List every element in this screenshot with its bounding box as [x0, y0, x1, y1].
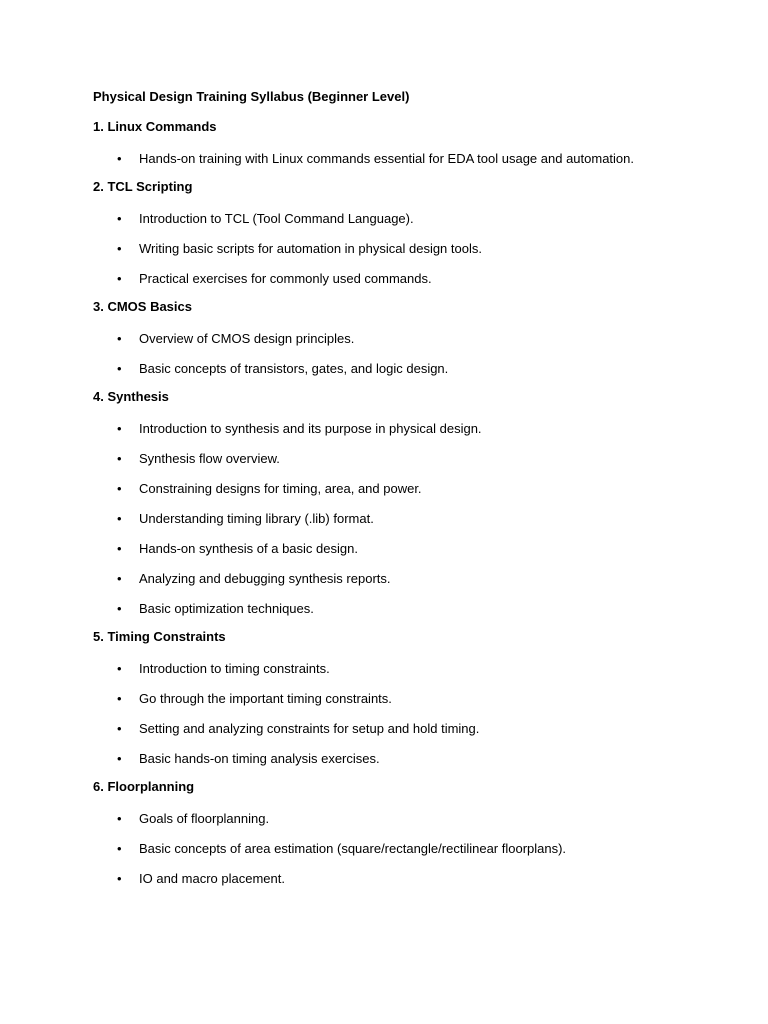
- section-heading: 3. CMOS Basics: [93, 299, 192, 314]
- section-heading: 4. Synthesis: [93, 389, 169, 404]
- bullet-text: Basic concepts of area estimation (square/rectangle/rectilinear floorplans).: [139, 841, 567, 856]
- section-heading: 6. Floorplanning: [93, 779, 195, 794]
- bullet-icon: •: [117, 571, 122, 586]
- bullet-text: Introduction to synthesis and its purpose in physical design.: [139, 421, 482, 436]
- bullet-icon: •: [117, 541, 122, 556]
- bullet-icon: •: [117, 661, 122, 676]
- bullet-item: [93, 238, 653, 259]
- bullet-text: Goals of floorplanning.: [139, 811, 270, 826]
- bullet-text: Overview of CMOS design principles.: [139, 331, 355, 346]
- bullet-icon: •: [117, 511, 122, 526]
- bullet-item: [93, 418, 653, 439]
- bullet-icon: •: [117, 481, 122, 496]
- bullet-item: [93, 508, 653, 529]
- sections-container: [93, 118, 653, 889]
- bullet-icon: •: [117, 721, 122, 736]
- bullet-icon: •: [117, 361, 122, 376]
- document-body: [93, 88, 653, 898]
- section-heading: 5. Timing Constraints: [93, 629, 226, 644]
- document-title: Physical Design Training Syllabus (Beginner Level): [93, 89, 410, 104]
- bullet-text: Synthesis flow overview.: [139, 451, 280, 466]
- bullet-text: Practical exercises for commonly used commands.: [139, 271, 432, 286]
- bullet-text: Understanding timing library (.lib) format.: [139, 511, 374, 526]
- bullet-text: Introduction to timing constraints.: [139, 661, 330, 676]
- bullet-list: [93, 808, 653, 889]
- bullet-text: IO and macro placement.: [139, 871, 285, 886]
- bullet-icon: •: [117, 841, 122, 856]
- bullet-item: [93, 208, 653, 229]
- bullet-icon: •: [117, 811, 122, 826]
- bullet-item: [93, 598, 653, 619]
- bullet-text: Constraining designs for timing, area, and power.: [139, 481, 422, 496]
- bullet-item: [93, 748, 653, 769]
- bullet-item: [93, 868, 653, 889]
- bullet-icon: •: [117, 751, 122, 766]
- bullet-text: Analyzing and debugging synthesis reports.: [139, 571, 391, 586]
- bullet-icon: •: [117, 601, 122, 616]
- bullet-item: [93, 838, 653, 859]
- bullet-icon: •: [117, 871, 122, 886]
- bullet-text: Introduction to TCL (Tool Command Language).: [139, 211, 414, 226]
- bullet-text: Writing basic scripts for automation in physical design tools.: [139, 241, 482, 256]
- bullet-item: [93, 658, 653, 679]
- bullet-item: [93, 718, 653, 739]
- bullet-text: Setting and analyzing constraints for setup and hold timing.: [139, 721, 480, 736]
- bullet-text: Hands-on synthesis of a basic design.: [139, 541, 358, 556]
- bullet-icon: •: [117, 151, 122, 166]
- bullet-list: [93, 328, 653, 379]
- bullet-icon: •: [117, 331, 122, 346]
- bullet-item: [93, 808, 653, 829]
- bullet-text: Hands-on training with Linux commands essential for EDA tool usage and automation.: [139, 151, 635, 166]
- bullet-text: Go through the important timing constraints.: [139, 691, 392, 706]
- bullet-item: [93, 328, 653, 349]
- bullet-item: [93, 358, 653, 379]
- bullet-item: [93, 148, 653, 169]
- bullet-item: [93, 268, 653, 289]
- section-heading: 2. TCL Scripting: [93, 179, 193, 194]
- bullet-icon: •: [117, 211, 122, 226]
- bullet-icon: •: [117, 451, 122, 466]
- bullet-list: [93, 658, 653, 769]
- section-heading: 1. Linux Commands: [93, 119, 217, 134]
- bullet-list: [93, 208, 653, 289]
- bullet-icon: •: [117, 241, 122, 256]
- bullet-text: Basic concepts of transistors, gates, and logic design.: [139, 361, 449, 376]
- bullet-item: [93, 688, 653, 709]
- bullet-item: [93, 448, 653, 469]
- bullet-list: [93, 418, 653, 619]
- bullet-item: [93, 478, 653, 499]
- bullet-icon: •: [117, 271, 122, 286]
- bullet-item: [93, 568, 653, 589]
- bullet-text: Basic hands-on timing analysis exercises.: [139, 751, 380, 766]
- bullet-icon: •: [117, 691, 122, 706]
- bullet-icon: •: [117, 421, 122, 436]
- bullet-list: [93, 148, 653, 169]
- bullet-item: [93, 538, 653, 559]
- bullet-text: Basic optimization techniques.: [139, 601, 314, 616]
